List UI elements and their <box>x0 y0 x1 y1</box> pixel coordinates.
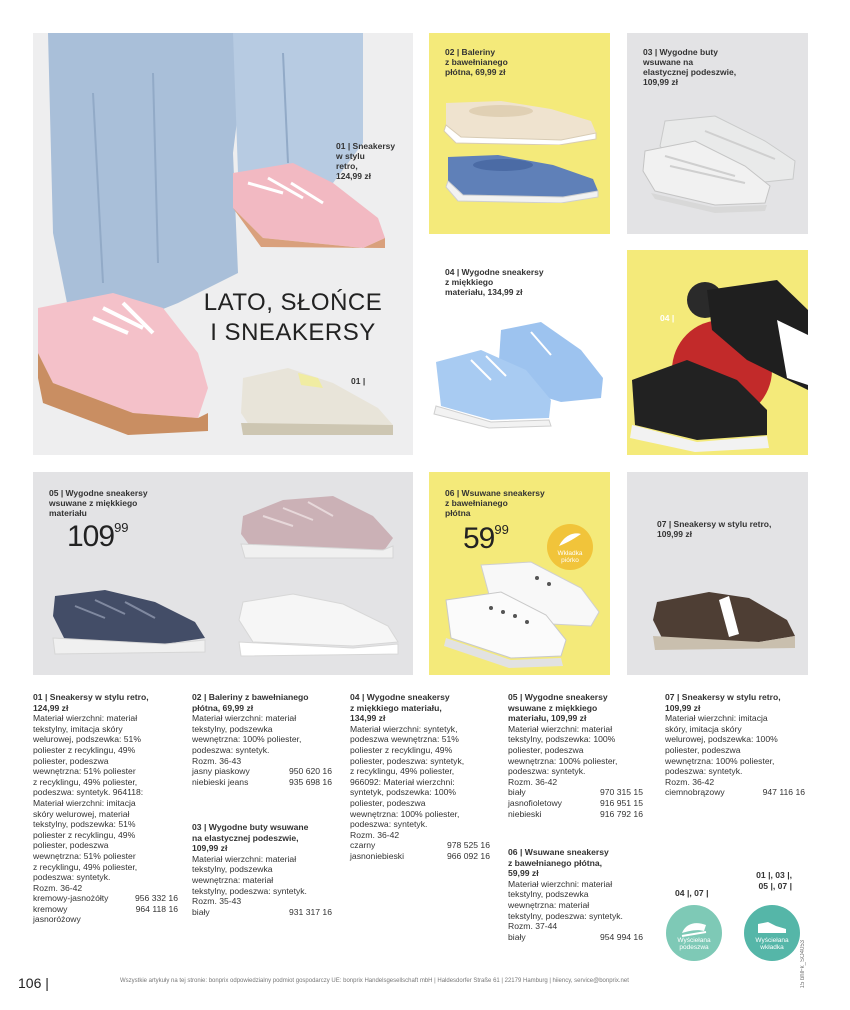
description-02 <box>192 692 332 787</box>
description-03-body: Materiał wierzchni: materiał tekstylny, podszewka wewnętrzna: materiał tekstylny, podeszwa: syntetyk. Rozm. 35-43 <box>192 853 307 907</box>
foot-icon <box>680 917 708 939</box>
variant-code: 947 116 16 <box>762 787 805 798</box>
padded-sole-badge <box>666 905 722 961</box>
sneaker-pink-knit-image <box>233 486 403 566</box>
product-label-04b: 04 | <box>660 313 675 323</box>
price-06-dec: 99 <box>494 522 509 537</box>
badge-2-refs: 01 |, 03 |, 05 |, 07 | <box>756 870 792 891</box>
padded-insole-badge <box>744 905 800 961</box>
price-06-int: 59 <box>463 522 495 555</box>
description-07-body: Materiał wierzchni: imitacja skóry, imitacja skóry welurowej, podszewka: 100% poliester, podeszwa wewnętrzna: 100% poliester, podeszwa: syntetyk. Rozm. 36-42 <box>665 713 778 787</box>
sneaker-brown-retro-image <box>649 582 799 657</box>
variant-code: 950 620 16 <box>288 766 332 777</box>
variant-code: 935 698 16 <box>288 776 332 787</box>
description-04-body: Materiał wierzchni: syntetyk, podeszwa wewnętrzna: 51% poliester z recyklingu, 49% poliester, podeszwa: syntetyk, z recyklingu, 49% poliester, 966092: Materiał wierzchni: syntetyk, podszewka: 100% poliester, podeszwa wewnętrzna: 100% poliester, podeszwa: syntetyk. Rozm. 36-42 <box>350 723 465 840</box>
product-label-04a: 04 | Wygodne sneakersy z miękkiego materiału, 134,99 zł <box>445 267 544 297</box>
description-05-row <box>508 809 643 820</box>
description-02-title: 02 | Baleriny z bawełnianego płótna, 69,99 zł <box>192 692 309 713</box>
product-panel-05 <box>33 472 413 675</box>
product-label-03: 03 | Wygodne buty wsuwane na elastycznej podeszwie, 109,99 zł <box>643 47 737 87</box>
price-05-dec: 99 <box>114 520 129 535</box>
slip-on-white-image <box>635 101 805 221</box>
description-01-body: Materiał wierzchni: materiał tekstylny, imitacja skóry welurowej, podszewka: 51% poliester z recyklingu, 49% poliester, podeszwa wewnętrzna: 51% poliester z recyklingu, 49% poliester, podeszwa: syntetyk. 964118: Materiał wierzchni: imitacja skóry welurowej, materiał tekstylny, podszewka: 51% poliester z recyklingu, 49% poliester, podeszwa wewnętrzna: 51% poliester z recyklingu, 49% poliester, podeszwa: syntetyk. Rozm. 36-42 <box>33 713 144 893</box>
variant-code: 966 092 16 <box>446 850 490 861</box>
product-panel-02 <box>429 33 610 234</box>
product-panel-07 <box>627 472 808 675</box>
price-05 <box>67 520 129 554</box>
description-05-row <box>508 798 643 809</box>
description-03-title: 03 | Wygodne buty wsuwane na elastycznej podeszwie, 109,99 zł <box>192 822 309 854</box>
description-06-row <box>508 932 643 943</box>
description-01-row <box>33 904 178 915</box>
feather-insole-badge-text: Wkładka piórko <box>557 550 583 564</box>
description-01-row <box>33 893 178 904</box>
variant-name: ciemnobrązowy <box>665 787 725 798</box>
headline-line-1: LATO, SŁOŃCE <box>203 289 383 316</box>
product-panel-04a <box>429 250 610 455</box>
product-label-07: 07 | Sneakersy w stylu retro, 109,99 zł <box>657 519 772 539</box>
description-02-body: Materiał wierzchni: materiał tekstylny, podszewka wewnętrzna: 100% poliester, podeszwa: syntetyk. Rozm. 36-43 <box>192 713 302 766</box>
variant-code: 970 315 15 <box>599 787 643 798</box>
description-06-title: 06 | Wsuwane sneakersy z bawełnianego płótna, 59,99 zł <box>508 847 609 879</box>
sneaker-white-knit-image <box>233 582 408 662</box>
product-panel-06 <box>429 472 610 675</box>
product-label-05: 05 | Wygodne sneakersy wsuwane z miękkiego materiału <box>49 488 148 518</box>
description-01 <box>33 692 178 925</box>
sneaker-black-image <box>627 260 808 455</box>
variant-name: jasnoniebieski <box>350 850 404 861</box>
legal-footer: Wszystkie artykuły na tej stronie: bonprix odpowiedzialny podmiot gospodarczy UE: bonprix Handelsgesellschaft mbH | Haldesdorfer Straße 61 | 22179 Hamburg | hiiency, service@bonprix.net <box>120 978 629 984</box>
feather-icon <box>557 532 583 548</box>
headline-line-2: I SNEAKERSY <box>210 319 376 346</box>
variant-name: kremowy-jasnożółty <box>33 893 109 904</box>
padded-sole-badge-text: Wyściełana podeszwa <box>677 937 711 951</box>
description-07 <box>665 692 805 798</box>
sneaker-navy-knit-image <box>45 582 215 662</box>
variant-name: niebieski jeans <box>192 776 249 787</box>
product-label-01: 01 | Sneakersy w stylu retro, 124,99 zł <box>336 141 396 181</box>
description-04-row <box>350 840 490 851</box>
description-06-body: Materiał wierzchni: materiał tekstylny, podszewka wewnętrzna: materiał tekstylny, podeszwa: syntetyk. Rozm. 37-44 <box>508 878 623 932</box>
description-07-row <box>665 787 805 798</box>
variant-name: niebieski <box>508 808 542 819</box>
description-03 <box>192 822 332 917</box>
ballerina-blue-image <box>443 151 603 203</box>
ballerina-beige-image <box>441 95 601 145</box>
product-label-06: 06 | Wsuwane sneakersy z bawełnianego płótna <box>445 488 545 518</box>
variant-name: kremowy <box>33 903 68 914</box>
product-label-02: 02 | Baleriny z bawełnianego płótna, 69,99 zł <box>445 47 508 77</box>
variant-code: 931 317 16 <box>288 906 332 917</box>
description-01-row <box>33 914 178 925</box>
description-05-row <box>508 787 643 798</box>
page-number: 106 | <box>18 975 49 991</box>
variant-code: 978 525 16 <box>446 840 490 851</box>
price-06 <box>463 522 509 556</box>
page-headline <box>203 288 383 348</box>
shoe-icon <box>756 918 788 936</box>
description-02-row <box>192 777 332 788</box>
description-05-body: Materiał wierzchni: materiał tekstylny, podszewka: 100% poliester, podeszwa wewnętrzna: 100% poliester, podeszwa: syntetyk. Rozm. 36-42 <box>508 723 618 787</box>
hero-photo-panel <box>33 33 413 455</box>
variant-name: biały <box>508 931 526 942</box>
description-04-title: 04 | Wygodne sneakersy z miękkiego materiału, 134,99 zł <box>350 692 450 724</box>
description-04 <box>350 692 490 862</box>
price-05-int: 109 <box>67 520 115 553</box>
slip-on-canvas-white-image <box>441 560 601 670</box>
variant-code: 916 951 15 <box>599 797 643 808</box>
variant-name: biały <box>192 906 210 917</box>
variant-code: 964 118 16 <box>135 903 178 914</box>
description-06 <box>508 847 643 942</box>
sneaker-light-blue-image <box>431 310 609 430</box>
variant-name: jasnoróżowy <box>33 914 81 925</box>
jeans-legs-image <box>33 33 413 455</box>
variant-name: czarny <box>350 840 376 851</box>
description-07-title: 07 | Sneakersy w stylu retro, 109,99 zł <box>665 692 781 713</box>
description-05-title: 05 | Wygodne sneakersy wsuwane z miękkiego materiału, 109,99 zł <box>508 692 608 724</box>
description-01-title: 01 | Sneakersy w stylu retro, 124,99 zł <box>33 692 149 713</box>
padded-insole-badge-text: Wyściełana wkładka <box>755 937 789 951</box>
product-panel-04b <box>627 250 808 455</box>
badge-1-refs: 04 |, 07 | <box>675 888 709 898</box>
variant-code: 956 332 16 <box>134 893 178 904</box>
variant-code: 954 994 16 <box>599 931 643 942</box>
product-panel-03 <box>627 33 808 234</box>
description-03-row <box>192 907 332 918</box>
product-label-01-small: 01 | <box>351 376 366 386</box>
variant-name: biały <box>508 787 526 798</box>
variant-code: 916 792 16 <box>599 808 643 819</box>
description-05 <box>508 692 643 819</box>
variant-name: jasnofioletowy <box>508 797 562 808</box>
description-04-row <box>350 851 490 862</box>
description-02-row <box>192 766 332 777</box>
variant-name: jasny piaskowy <box>192 766 250 777</box>
side-code: 15 bhlFk_SO4053 <box>800 940 806 989</box>
